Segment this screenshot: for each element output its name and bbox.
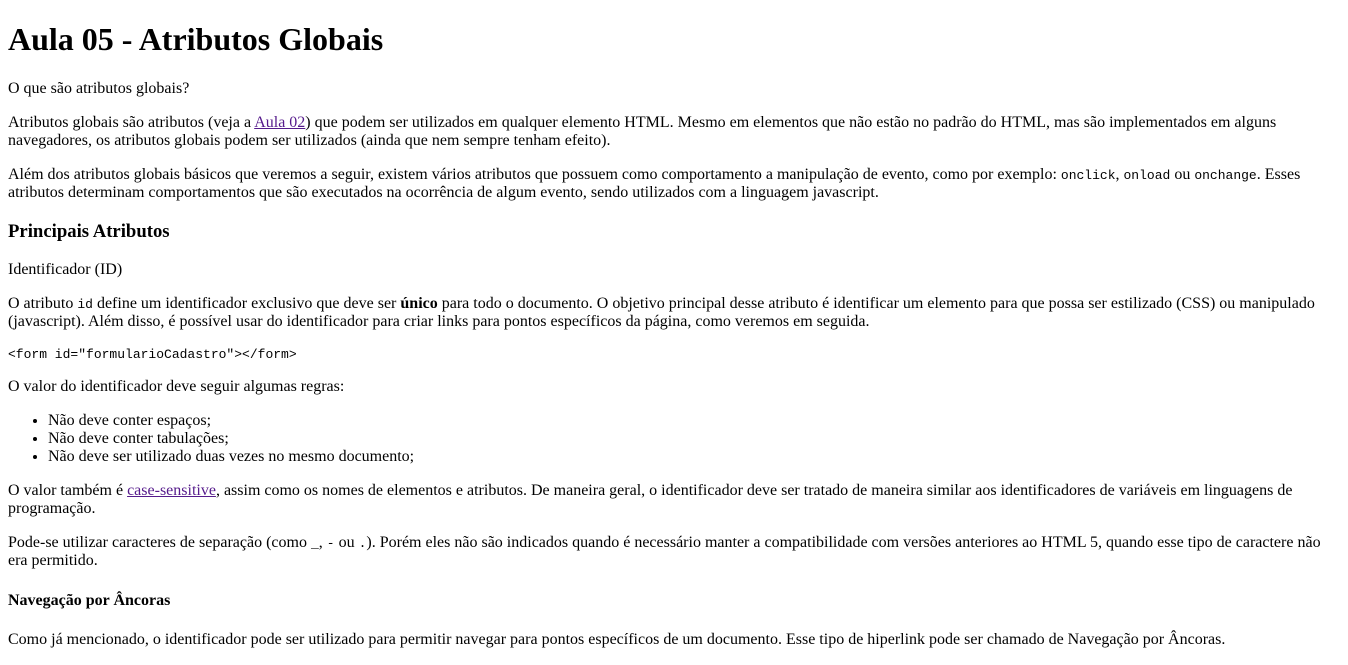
page-title: Aula 05 - Atributos Globais: [8, 21, 384, 58]
text: ,: [318, 534, 327, 552]
section-title: Principais Atributos: [8, 220, 170, 242]
intro-question: O que são atributos globais?: [8, 79, 190, 97]
list-item: • Não deve conter tabulações;: [48, 430, 1340, 448]
paragraph-anchors: Como já mencionado, o identificador pode ser utilizado para permitir navegar para pontos específicos de um documento. Esse tipo de hiperlink pode ser chamado de Navegação por Âncoras.: [8, 630, 1226, 648]
text: Atributos globais são atributos (veja a: [8, 113, 255, 131]
code-onclick: onclick: [1060, 167, 1116, 183]
aula-02-link[interactable]: Aula 02: [254, 113, 306, 131]
strong-unico: único: [400, 295, 438, 313]
code-onload: onload: [1123, 167, 1171, 183]
text: O valor também é: [8, 482, 128, 500]
code-id: id: [77, 297, 93, 313]
text: Pode-se utilizar caracteres de separação (como: [8, 534, 311, 552]
code-onchange: onchange: [1194, 167, 1257, 183]
code-example: <form id="formularioCadastro"></form>: [8, 347, 297, 363]
code-dot: .: [358, 536, 367, 552]
code-hyphen: -: [326, 536, 335, 552]
paragraph-events: [8, 166, 1340, 202]
text: . Esses atributos determinam comportamentos que são executados na ocorrência de algum evento, sendo utilizados com a linguagem javascript.: [8, 165, 1301, 201]
text: ) que podem ser utilizados em qualquer elemento HTML. Mesmo em elementos que não estão no padrão do HTML, mas são implementados em alguns navegadores, os atributos globais podem ser utilizados (ainda que nem sempre tenham efeito).: [8, 113, 1277, 149]
text: Além dos atributos globais básicos que veremos a seguir, existem vários atributos que possuem como comportamento a manipulação de evento, como por exemplo:: [8, 165, 1061, 183]
text: ou: [334, 534, 359, 552]
text: define um identificador exclusivo que deve ser: [92, 295, 401, 313]
text: ,: [1115, 165, 1124, 183]
id-subtitle: Identificador (ID): [8, 261, 123, 279]
text: ou: [1170, 165, 1195, 183]
text: ). Porém eles não são indicados quando é necessário manter a compatibilidade com versões anteriores ao HTML 5, quando esse tipo de caractere não era permitido.: [8, 534, 1321, 570]
text: O atributo: [8, 295, 78, 313]
anchor-title: Navegação por Âncoras: [8, 591, 171, 609]
list-item: • Não deve ser utilizado duas vezes no mesmo documento;: [48, 448, 1340, 466]
paragraph-separators: [8, 534, 1340, 570]
paragraph-global-attributes: [8, 114, 1340, 150]
case-sensitive-link[interactable]: case-sensitive: [127, 482, 216, 500]
rules-list: [8, 412, 1340, 466]
paragraph-id: [8, 295, 1340, 331]
code-underscore: _: [310, 536, 319, 552]
rules-intro: O valor do identificador deve seguir algumas regras:: [8, 378, 345, 396]
text: para todo o documento. O objetivo principal desse atributo é identificar um elemento para que possa ser estilizado (CSS) ou manipulado (javascript). Além disso, é possível usar do identificador para criar links para pontos específicos da página, como veremos em seguida.: [8, 295, 1315, 331]
text: , assim como os nomes de elementos e atributos. De maneira geral, o identificador deve ser tratado de maneira similar aos identificadores de variáveis em linguagens de programação.: [8, 482, 1293, 518]
paragraph-case-sensitive: [8, 482, 1340, 518]
list-item: • Não deve conter espaços;: [48, 412, 1340, 430]
